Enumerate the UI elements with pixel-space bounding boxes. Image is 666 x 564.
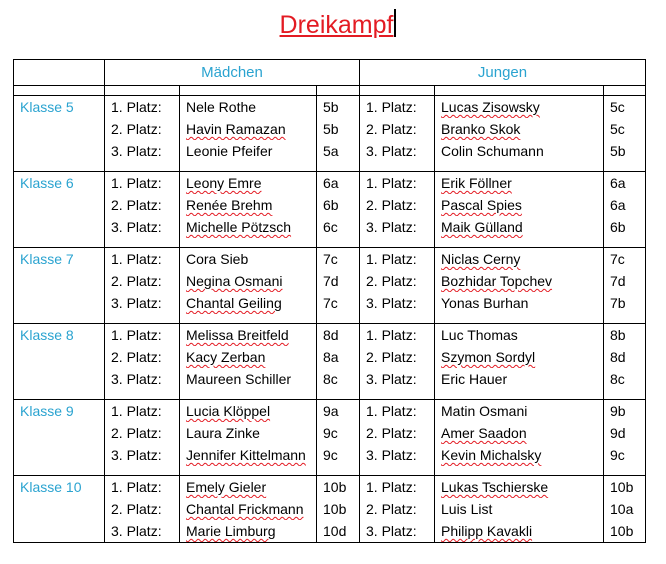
boy-place: 2. Platz: (360, 194, 435, 216)
table-row (14, 96, 646, 119)
boy-name-text: Luis List (441, 501, 493, 517)
girl-name (180, 96, 317, 119)
girl-place: 3. Platz: (105, 444, 180, 466)
boy-name (435, 422, 604, 444)
girl-class: 5b (317, 118, 360, 140)
table-row (14, 324, 646, 347)
girl-name (180, 444, 317, 466)
table-row (14, 248, 646, 271)
girl-class: 5b (317, 96, 360, 119)
girl-name-text: Emely Gieler (186, 479, 267, 495)
girl-name (180, 324, 317, 347)
table-row (14, 118, 646, 140)
girl-place: 1. Platz: (105, 476, 180, 499)
boy-name (435, 172, 604, 195)
spacer-cell (105, 162, 180, 172)
girl-place: 3. Platz: (105, 216, 180, 238)
spacer-cell (180, 466, 317, 476)
girl-name-text: Cora Sieb (186, 251, 249, 267)
spacer-row (14, 162, 646, 172)
spacer-cell (317, 466, 360, 476)
girl-class: 5a (317, 140, 360, 162)
boy-name-text: Philipp Kavakli (441, 523, 533, 539)
header-row (14, 60, 646, 86)
spacer-cell (180, 86, 317, 96)
boy-place: 3. Platz: (360, 520, 435, 543)
girl-name-text: Jennifer Kittelmann (186, 447, 306, 463)
boy-place: 3. Platz: (360, 368, 435, 390)
girl-place: 2. Platz: (105, 194, 180, 216)
girl-name-text: Nele Rothe (186, 99, 257, 115)
boy-place: 2. Platz: (360, 118, 435, 140)
boy-name (435, 96, 604, 119)
header-boys: Jungen (360, 60, 646, 86)
boy-class: 6b (604, 216, 646, 238)
spacer-cell (180, 390, 317, 400)
spacer-cell (435, 86, 604, 96)
girl-name (180, 172, 317, 195)
girl-name-text: Lucia Klöppel (186, 403, 271, 419)
klasse-empty-cell (14, 118, 105, 140)
spacer-cell (14, 86, 105, 96)
spacer-cell (604, 466, 646, 476)
spacer-cell (604, 162, 646, 172)
boy-name (435, 140, 604, 162)
boy-name-text: Branko Skok (441, 121, 521, 137)
spacer-cell (14, 466, 105, 476)
spacer-cell (435, 238, 604, 248)
boy-class: 7d (604, 270, 646, 292)
boy-place: 2. Platz: (360, 346, 435, 368)
boy-class: 6a (604, 194, 646, 216)
spacer-cell (317, 314, 360, 324)
klasse-label: Klasse 5 (14, 96, 105, 119)
girl-name-text: Leony Emre (186, 175, 262, 191)
klasse-empty-cell (14, 520, 105, 543)
girl-class: 9c (317, 422, 360, 444)
table-row (14, 476, 646, 499)
boy-name (435, 248, 604, 271)
spacer-cell (360, 390, 435, 400)
girl-name (180, 118, 317, 140)
girl-name-text: Chantal Frickmann (186, 501, 304, 517)
boy-name (435, 216, 604, 238)
spacer-cell (435, 314, 604, 324)
table-row (14, 400, 646, 423)
spacer-cell (435, 466, 604, 476)
spacer-cell (604, 238, 646, 248)
boy-name-text: Luc Thomas (441, 327, 518, 343)
girl-class: 8c (317, 368, 360, 390)
boy-name (435, 194, 604, 216)
boy-name-text: Lucas Zisowsky (441, 99, 540, 115)
girl-place: 2. Platz: (105, 498, 180, 520)
spacer-cell (14, 238, 105, 248)
table-row (14, 346, 646, 368)
boy-name-text: Bozhidar Topchev (441, 273, 553, 289)
boy-class: 5c (604, 118, 646, 140)
boy-place: 1. Platz: (360, 476, 435, 499)
girl-class: 6c (317, 216, 360, 238)
title-text: Dreikampf (279, 11, 394, 39)
table-row (14, 422, 646, 444)
boy-class: 8d (604, 346, 646, 368)
girl-class: 7c (317, 292, 360, 314)
spacer-cell (604, 314, 646, 324)
boy-name-text: Szymon Sordyl (441, 349, 536, 365)
girl-name-text: Havin Ramazan (186, 121, 286, 137)
boy-name-text: Maik Gülland (441, 219, 523, 235)
girl-place: 2. Platz: (105, 118, 180, 140)
spacer-cell (14, 390, 105, 400)
spacer-cell (435, 390, 604, 400)
boy-class: 10a (604, 498, 646, 520)
boy-class: 10b (604, 476, 646, 499)
document-title (270, 9, 397, 40)
boy-place: 3. Platz: (360, 216, 435, 238)
table-row (14, 140, 646, 162)
girl-name (180, 194, 317, 216)
girl-place: 1. Platz: (105, 248, 180, 271)
table-row (14, 270, 646, 292)
table-row (14, 292, 646, 314)
spacer-row (14, 238, 646, 248)
boy-class: 9d (604, 422, 646, 444)
boy-name (435, 270, 604, 292)
klasse-empty-cell (14, 444, 105, 466)
header-empty-cell (14, 60, 105, 86)
girl-class: 9a (317, 400, 360, 423)
boy-name (435, 118, 604, 140)
boy-place: 2. Platz: (360, 422, 435, 444)
table-row (14, 368, 646, 390)
spacer-cell (180, 238, 317, 248)
boy-class: 9c (604, 444, 646, 466)
spacer-cell (360, 238, 435, 248)
girl-place: 1. Platz: (105, 172, 180, 195)
boy-class: 7b (604, 292, 646, 314)
table-row (14, 172, 646, 195)
boy-name-text: Kevin Michalsky (441, 447, 542, 463)
girl-class: 6b (317, 194, 360, 216)
boy-place: 3. Platz: (360, 292, 435, 314)
boy-place: 1. Platz: (360, 324, 435, 347)
girl-name (180, 140, 317, 162)
table-row (14, 498, 646, 520)
results-table (13, 59, 646, 543)
spacer-cell (317, 162, 360, 172)
spacer-cell (317, 238, 360, 248)
boy-name (435, 346, 604, 368)
spacer-cell (14, 162, 105, 172)
girl-place: 3. Platz: (105, 292, 180, 314)
girl-name-text: Negina Osmani (186, 273, 283, 289)
girl-name-text: Michelle Pötzsch (186, 219, 292, 235)
klasse-empty-cell (14, 140, 105, 162)
spacer-cell (317, 86, 360, 96)
klasse-label: Klasse 9 (14, 400, 105, 423)
results-table-body (14, 60, 646, 543)
boy-class: 10b (604, 520, 646, 543)
spacer-cell (105, 238, 180, 248)
girl-class: 8d (317, 324, 360, 347)
boy-name (435, 476, 604, 499)
spacer-cell (14, 314, 105, 324)
boy-place: 1. Platz: (360, 172, 435, 195)
girl-name-text: Leonie Pfeifer (186, 143, 273, 159)
girl-place: 3. Platz: (105, 520, 180, 543)
boy-name-text: Amer Saadon (441, 425, 527, 441)
girl-name (180, 400, 317, 423)
boy-name (435, 444, 604, 466)
title-wrapper (0, 9, 666, 40)
spacer-cell (105, 466, 180, 476)
klasse-label: Klasse 7 (14, 248, 105, 271)
girl-name (180, 422, 317, 444)
girl-class: 9c (317, 444, 360, 466)
klasse-empty-cell (14, 422, 105, 444)
girl-name (180, 476, 317, 499)
spacer-row (14, 390, 646, 400)
girl-name-text: Renée Brehm (186, 197, 273, 213)
girl-name-text: Marie Limburg (186, 523, 276, 539)
spacer-cell (105, 86, 180, 96)
spacer-row (14, 86, 646, 96)
klasse-empty-cell (14, 216, 105, 238)
klasse-empty-cell (14, 292, 105, 314)
boy-place: 2. Platz: (360, 270, 435, 292)
girl-name (180, 216, 317, 238)
girl-place: 2. Platz: (105, 422, 180, 444)
spacer-cell (360, 314, 435, 324)
girl-name (180, 368, 317, 390)
girl-place: 1. Platz: (105, 400, 180, 423)
girl-name (180, 270, 317, 292)
girl-class: 10d (317, 520, 360, 543)
boy-class: 8b (604, 324, 646, 347)
girl-name (180, 292, 317, 314)
spacer-cell (180, 314, 317, 324)
girl-class: 10b (317, 498, 360, 520)
klasse-empty-cell (14, 368, 105, 390)
spacer-cell (105, 390, 180, 400)
boy-name-text: Yonas Burhan (441, 295, 529, 311)
spacer-cell (360, 162, 435, 172)
boy-place: 2. Platz: (360, 498, 435, 520)
boy-name (435, 368, 604, 390)
boy-place: 1. Platz: (360, 96, 435, 119)
girl-name-text: Melissa Breitfeld (186, 327, 289, 343)
spacer-cell (317, 390, 360, 400)
boy-name-text: Erik Föllner (441, 175, 512, 191)
girl-name-text: Maureen Schiller (186, 371, 292, 387)
girl-place: 1. Platz: (105, 324, 180, 347)
boy-name-text: Lukas Tschierske (441, 479, 549, 495)
boy-class: 9b (604, 400, 646, 423)
boy-name (435, 520, 604, 543)
klasse-empty-cell (14, 270, 105, 292)
boy-class: 6a (604, 172, 646, 195)
boy-name-text: Eric Hauer (441, 371, 508, 387)
klasse-label: Klasse 10 (14, 476, 105, 499)
boy-name-text: Niclas Cerny (441, 251, 521, 267)
table-row (14, 194, 646, 216)
girl-class: 8a (317, 346, 360, 368)
girl-name (180, 498, 317, 520)
spacer-cell (180, 162, 317, 172)
boy-place: 3. Platz: (360, 444, 435, 466)
klasse-empty-cell (14, 498, 105, 520)
girl-place: 1. Platz: (105, 96, 180, 119)
spacer-row (14, 466, 646, 476)
boy-name (435, 324, 604, 347)
girl-place: 2. Platz: (105, 346, 180, 368)
boy-name (435, 400, 604, 423)
boy-name (435, 292, 604, 314)
girl-place: 2. Platz: (105, 270, 180, 292)
klasse-empty-cell (14, 346, 105, 368)
spacer-cell (360, 466, 435, 476)
girl-place: 3. Platz: (105, 368, 180, 390)
girl-class: 7c (317, 248, 360, 271)
spacer-cell (360, 86, 435, 96)
spacer-row (14, 314, 646, 324)
boy-name-text: Matin Osmani (441, 403, 528, 419)
girl-name (180, 248, 317, 271)
klasse-label: Klasse 8 (14, 324, 105, 347)
girl-class: 6a (317, 172, 360, 195)
girl-class: 10b (317, 476, 360, 499)
boy-class: 5b (604, 140, 646, 162)
spacer-cell (435, 162, 604, 172)
spacer-cell (105, 314, 180, 324)
spacer-cell (604, 390, 646, 400)
klasse-label: Klasse 6 (14, 172, 105, 195)
girl-name-text: Laura Zinke (186, 425, 260, 441)
girl-place: 3. Platz: (105, 140, 180, 162)
table-row (14, 216, 646, 238)
boy-class: 7c (604, 248, 646, 271)
girl-name (180, 520, 317, 543)
girl-name (180, 346, 317, 368)
boy-place: 1. Platz: (360, 248, 435, 271)
boy-name (435, 498, 604, 520)
header-girls: Mädchen (105, 60, 360, 86)
boy-place: 1. Platz: (360, 400, 435, 423)
boy-class: 5c (604, 96, 646, 119)
girl-class: 7d (317, 270, 360, 292)
girl-name-text: Kacy Zerban (186, 349, 266, 365)
klasse-empty-cell (14, 194, 105, 216)
text-cursor (394, 9, 396, 37)
table-row (14, 444, 646, 466)
boy-class: 8c (604, 368, 646, 390)
table-row (14, 520, 646, 543)
boy-place: 3. Platz: (360, 140, 435, 162)
boy-name-text: Pascal Spies (441, 197, 522, 213)
boy-name-text: Colin Schumann (441, 143, 544, 159)
spacer-cell (604, 86, 646, 96)
girl-name-text: Chantal Geiling (186, 295, 282, 311)
